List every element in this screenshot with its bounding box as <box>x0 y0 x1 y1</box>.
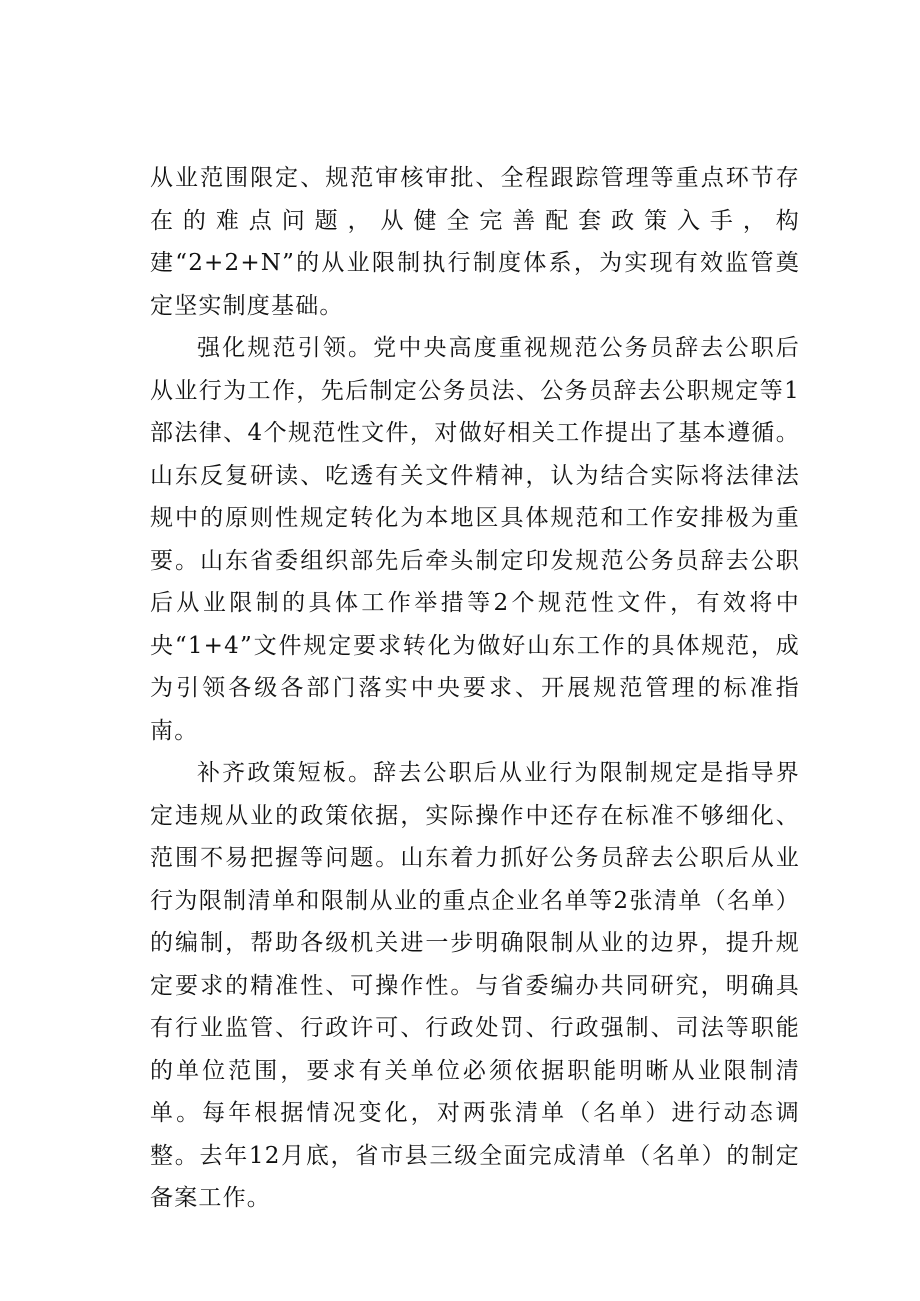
document-body <box>150 157 800 1220</box>
paragraph-strengthen-guidance: 强化规范引领。党中央高度重视规范公务员辞去公职后从业行为工作，先后制定公务员法、公务员辞去公职规定等1部法律、4个规范性文件，对做好相关工作提出了基本遵循。山东反复研读、吃透有关文件精神，认为结合实际将法律法规中的原则性规定转化为本地区具体规范和工作安排极为重要。山东省委组织部先后牵头制定印发规范公务员辞去公职后从业限制的具体工作举措等2个规范性文件，有效将中央“1+4”文件规定要求转化为做好山东工作的具体规范，成为引领各级各部门落实中央要求、开展规范管理的标准指南。 <box>150 335 800 744</box>
paragraph-scope-intro: 从业范围限定、规范审核审批、全程跟踪管理等重点环节存在的难点问题，从健全完善配套政策入手，构建“2+2+N”的从业限制执行制度体系，为实现有效监管奠定坚实制度基础。 <box>150 165 800 319</box>
paragraph-fill-policy-gaps: 补齐政策短板。辞去公职后从业行为限制规定是指导界定违规从业的政策依据，实际操作中还存在标准不够细化、范围不易把握等问题。山东着力抓好公务员辞去公职后从业行为限制清单和限制从业的重点企业名单等2张清单（名单）的编制，帮助各级机关进一步明确限制从业的边界，提升规定要求的精准性、可操作性。与省委编办共同研究，明确具有行业监管、行政许可、行政处罚、行政强制、司法等职能的单位范围，要求有关单位必须依据职能明晰从业限制清单。每年根据情况变化，对两张清单（名单）进行动态调整。去年12月底，省市县三级全面完成清单（名单）的制定备案工作。 <box>150 760 800 1211</box>
